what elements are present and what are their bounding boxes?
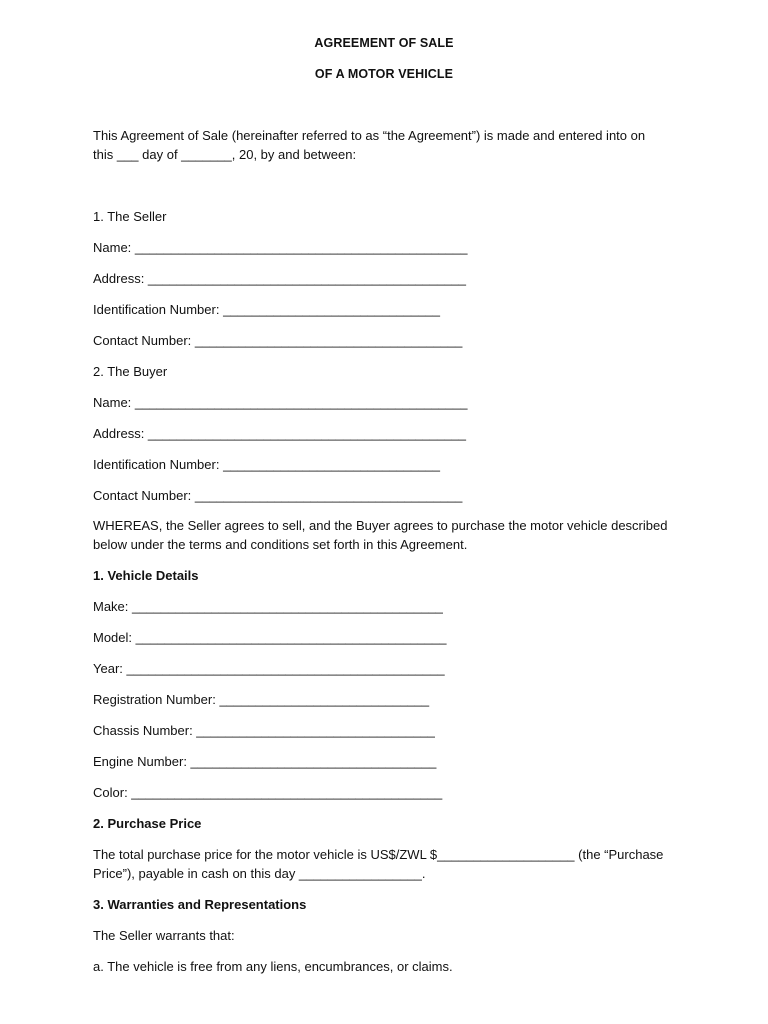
seller-name-field: Name: ______________________________________________: [93, 240, 468, 255]
vehicle-registration-field: Registration Number: _____________________________: [93, 692, 430, 707]
seller-contact-field: Contact Number: _____________________________________: [93, 333, 463, 348]
buyer-id-field: Identification Number: ______________________________: [93, 457, 440, 472]
buyer-heading: 2. The Buyer: [93, 364, 168, 379]
warranties-intro: The Seller warrants that:: [93, 928, 235, 943]
seller-address-field: Address: ____________________________________________: [93, 271, 467, 286]
vehicle-details-heading: 1. Vehicle Details: [93, 568, 199, 583]
intro-paragraph: [93, 126, 673, 164]
vehicle-model-field: Model: ___________________________________________: [93, 630, 447, 645]
whereas-line-1: WHEREAS, the Seller agrees to sell, and the Buyer agrees to purchase the motor vehicle described: [93, 518, 668, 533]
purchase-price-line-2: Price”), payable in cash on this day _________________.: [93, 866, 426, 881]
document-title: AGREEMENT OF SALE: [314, 36, 454, 50]
document-subtitle: OF A MOTOR VEHICLE: [314, 67, 454, 81]
whereas-paragraph: [93, 516, 673, 554]
intro-line-2: this ___ day of _______, 20, by and between:: [93, 147, 357, 162]
warranties-heading: 3. Warranties and Representations: [93, 897, 307, 912]
purchase-price-line-1: The total purchase price for the motor vehicle is US$/ZWL $___________________ (the “Purchase: [93, 847, 664, 862]
seller-id-field: Identification Number: ______________________________: [93, 302, 440, 317]
seller-heading: 1. The Seller: [93, 209, 167, 224]
buyer-name-field: Name: ______________________________________________: [93, 395, 468, 410]
vehicle-year-field: Year: ____________________________________________: [93, 661, 445, 676]
purchase-price-heading: 2. Purchase Price: [93, 816, 202, 831]
buyer-address-field: Address: ____________________________________________: [93, 426, 467, 441]
whereas-line-2: below under the terms and conditions set forth in this Agreement.: [93, 537, 468, 552]
intro-line-1: This Agreement of Sale (hereinafter referred to as “the Agreement”) is made and entered into on: [93, 128, 646, 143]
vehicle-engine-field: Engine Number: __________________________________: [93, 754, 437, 769]
vehicle-color-field: Color: ___________________________________________: [93, 785, 443, 800]
vehicle-make-field: Make: ___________________________________________: [93, 599, 443, 614]
buyer-contact-field: Contact Number: _____________________________________: [93, 488, 463, 503]
purchase-price-paragraph: [93, 845, 673, 883]
vehicle-chassis-field: Chassis Number: _________________________________: [93, 723, 435, 738]
warranty-item-a: a. The vehicle is free from any liens, encumbrances, or claims.: [93, 959, 453, 974]
